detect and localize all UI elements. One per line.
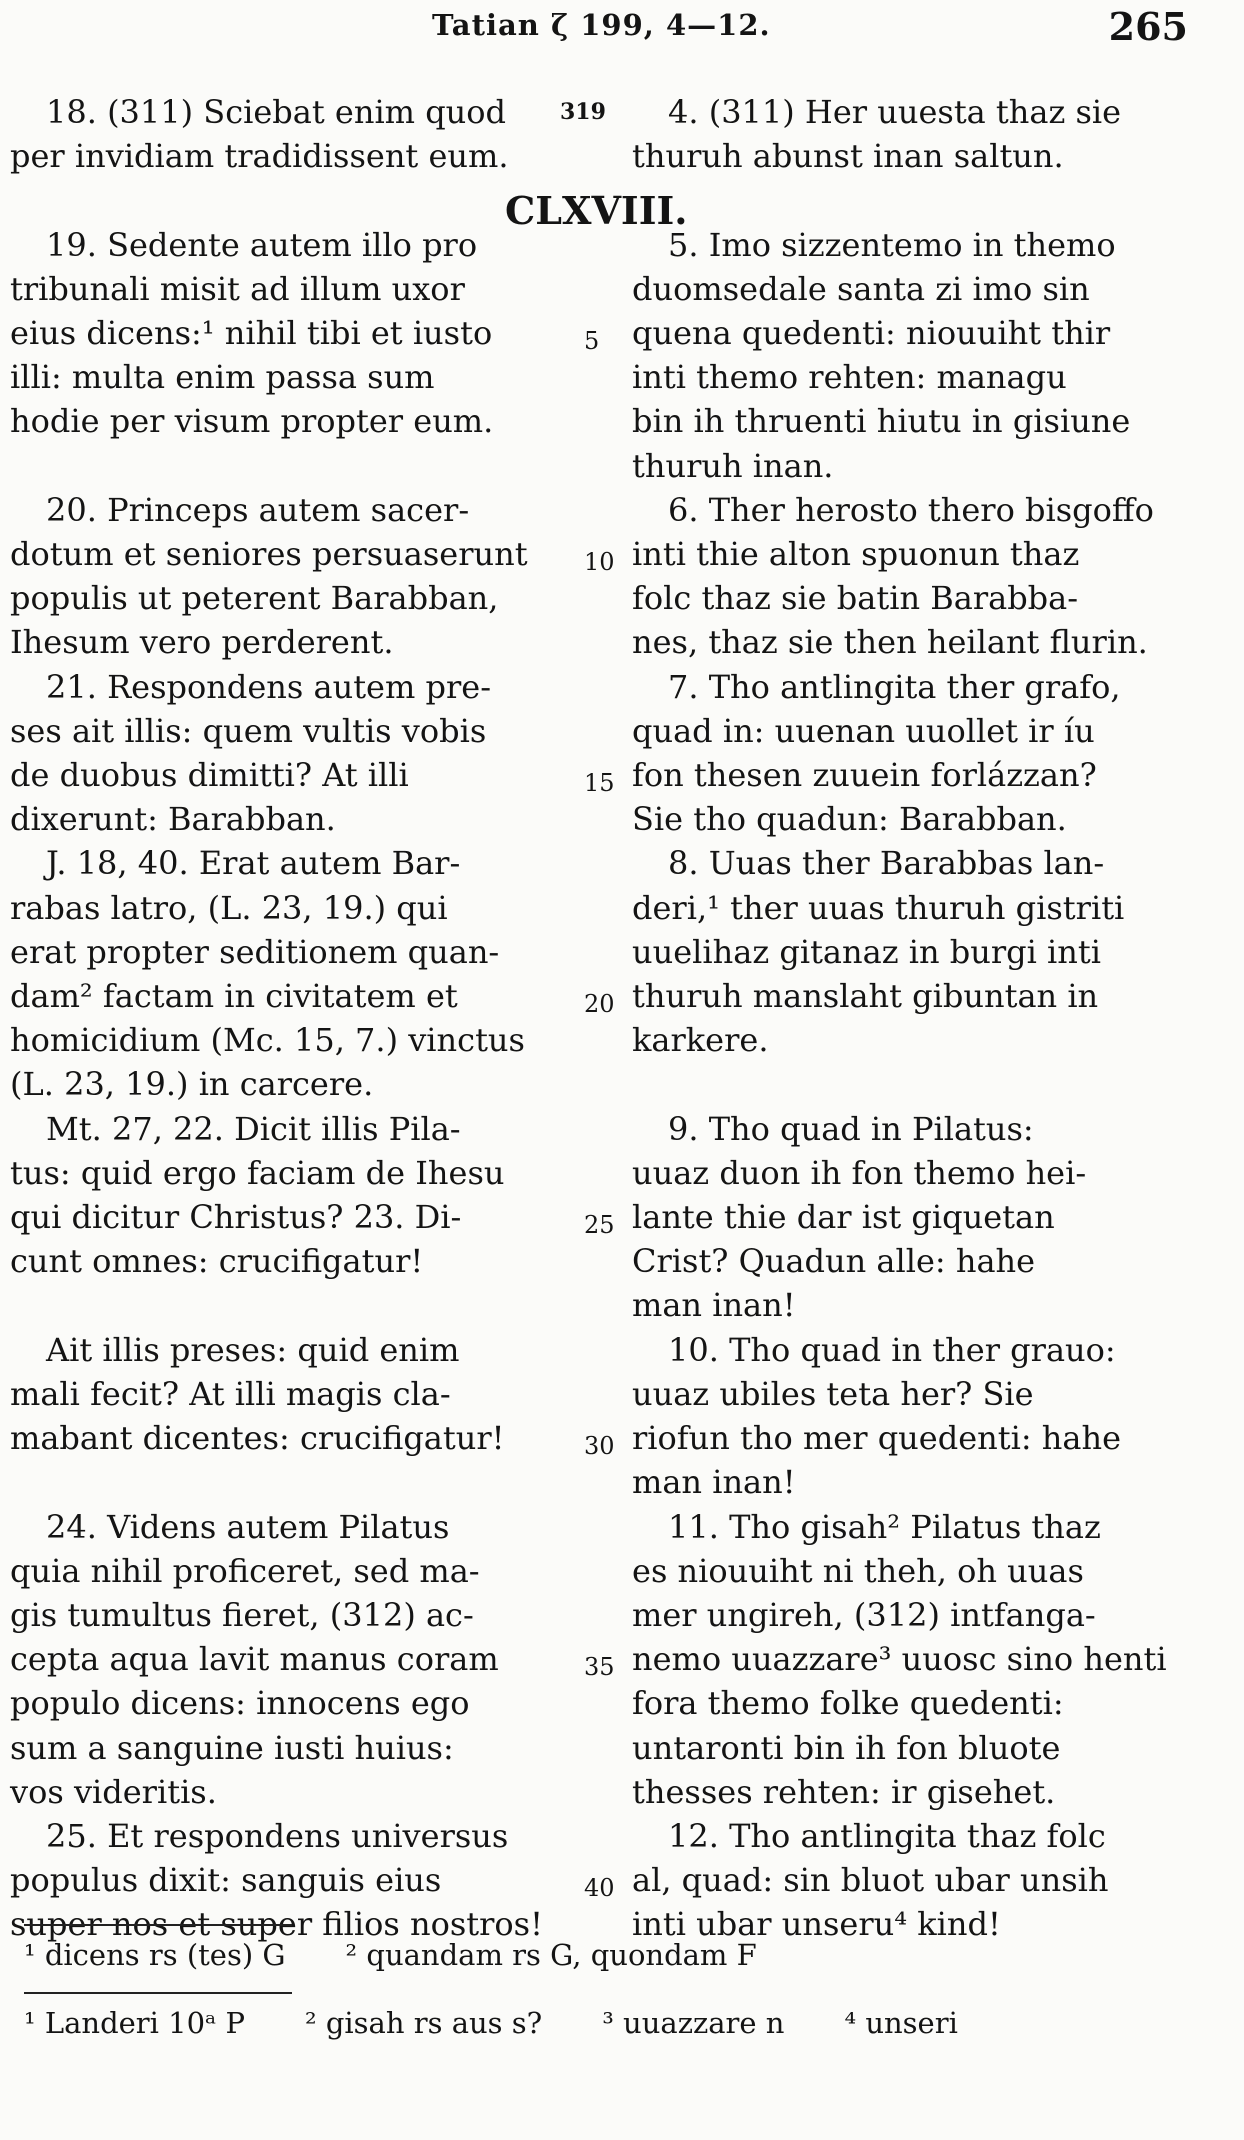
german-line: Crist? Quadun alle: hahe [632,1242,1036,1281]
german-line [632,178,1192,222]
latin-line: per invidiam tradidissent eum. [10,137,509,176]
german-line: duomsedale santa zi imo sin [632,269,1090,308]
german-line: 10. Tho quad in ther grauo: [668,1330,1116,1369]
latin-line: 18. (311) Sciebat enim quod [46,93,507,131]
latin-line: mali fecit? At illi magis cla- [10,1374,451,1413]
latin-line [10,1460,580,1504]
german-line: inti themo rehten: managu [632,358,1067,397]
latin-line: 25. Et respondens universus [46,1816,509,1855]
german-line: karkere. [632,1021,769,1060]
german-line: 6. Ther herosto thero bisgoffo [668,490,1154,529]
german-line: fora themo folke quedenti: [632,1684,1064,1723]
german-line: 7. Tho antlingita ther grafo, [668,667,1121,706]
latin-line: J. 18, 40. Erat autem Bar- [46,844,461,883]
german-line: 9. Tho quad in Pilatus: [668,1109,1034,1148]
latin-line: populo dicens: innocens ego [10,1684,470,1723]
german-line [632,1062,1192,1106]
german-line: nes, thaz sie then heilant flurin. [632,623,1148,662]
german-line: nemo uuazzare³ uuosc sino henti [632,1640,1167,1679]
german-line: 11. Tho gisah² Pilatus thaz [668,1507,1101,1546]
footnote: ² gisah rs aus s? [304,2006,543,2040]
latin-line: populus dixit: sanguis eius [10,1861,442,1900]
latin-line: Ihesum vero perderent. [10,623,394,662]
latin-line: sum a sanguine iusti huius: [10,1728,454,1767]
latin-line: qui dicitur Christus? 23. Di- [10,1198,462,1237]
footnote: ¹ dicens rs (tes) G [24,1938,286,1972]
old-high-german-column [632,90,1192,1947]
latin-line: mabant dicentes: crucifigatur! [10,1419,505,1458]
latin-line: dixerunt: Barabban. [10,800,336,839]
german-line: thuruh abunst inan saltun. [632,137,1064,176]
latin-line [10,444,580,488]
german-line: 12. Tho antlingita thaz folc [668,1816,1106,1855]
latin-line: quia nihil proficeret, sed ma- [10,1551,480,1590]
footnotes-german [24,2006,1204,2040]
running-title: Tatian ζ 199, 4—12. [432,8,771,42]
latin-line: populis ut peterent Barabban, [10,579,499,618]
german-line: inti thie alton spuonun thaz [632,535,1080,574]
footnote: ² quandam rs G, quondam F [345,1938,757,1972]
latin-line: dam² factam in civitatem et [10,977,458,1016]
latin-line: erat propter seditionem quan- [10,932,500,971]
german-line: thesses rehten: ir gisehet. [632,1772,1056,1811]
latin-line: dotum et seniores persuaserunt [10,535,528,574]
latin-line: gis tumultus fieret, (312) ac- [10,1595,474,1634]
german-line: deri,¹ ther uuas thuruh gistriti [632,888,1125,927]
chapter-heading: CLXVIII. [505,188,688,233]
line-number: 5 [584,327,600,355]
german-line: 4. (311) Her uuesta thaz sie [668,93,1122,131]
latin-column [10,90,580,1947]
german-line: mer ungireh, (312) intfanga- [632,1595,1096,1634]
german-line: thuruh manslaht gibuntan in [632,977,1099,1016]
german-line: man inan! [632,1286,796,1325]
latin-line: illi: multa enim passa sum [10,358,435,397]
german-line: 8. Uuas ther Barabbas lan- [668,844,1105,883]
latin-line [10,1283,580,1327]
latin-line: Mt. 27, 22. Dicit illis Pila- [46,1109,461,1148]
footnote: ¹ Landeri 10ᵃ P [24,2006,245,2040]
german-line: uuaz duon ih fon themo hei- [632,1153,1087,1192]
latin-line: homicidium (Mc. 15, 7.) vinctus [10,1021,525,1060]
page-header [0,4,1244,49]
footnote-rule-german [24,1992,292,1994]
latin-line: cepta aqua lavit manus coram [10,1640,499,1679]
footnote-rule-latin [24,1924,292,1926]
german-line: inti ubar unseru⁴ kind! [632,1905,1001,1944]
german-line: man inan! [632,1463,796,1502]
line-number: 40 [584,1874,615,1902]
line-number: 35 [584,1653,615,1681]
line-number: 10 [584,548,615,576]
german-line: quad in: uuenan uuollet ir íu [632,711,1095,750]
section-mark: 319 [560,99,606,125]
latin-line [10,178,580,222]
german-line: al, quad: sin bluot ubar unsih [632,1861,1109,1900]
german-line: 5. Imo sizzentemo in themo [668,225,1116,264]
footnote: ⁴ unseri [844,2006,958,2040]
latin-line: (L. 23, 19.) in carcere. [10,1065,374,1104]
latin-line: 19. Sedente autem illo pro [46,225,478,264]
line-number: 15 [584,769,615,797]
line-number: 30 [584,1432,615,1460]
latin-line: cunt omnes: crucifigatur! [10,1242,424,1281]
german-line: lante thie dar ist giquetan [632,1198,1055,1237]
german-line: quena quedenti: niouuiht thir [632,314,1111,353]
german-line: thuruh inan. [632,446,834,485]
latin-line: 20. Princeps autem sacer- [46,490,470,529]
latin-line: tribunali misit ad illum uxor [10,269,465,308]
line-number: 25 [584,1211,615,1239]
latin-line: ses ait illis: quem vultis vobis [10,711,487,750]
latin-line: tus: quid ergo faciam de Ihesu [10,1153,505,1192]
latin-line: Ait illis preses: quid enim [46,1330,460,1369]
page-number: 265 [1108,4,1188,49]
german-line: untaronti bin ih fon bluote [632,1728,1061,1767]
latin-line: rabas latro, (L. 23, 19.) qui [10,888,448,927]
german-line: uuaz ubiles teta her? Sie [632,1374,1034,1413]
german-line: bin ih thruenti hiutu in gisiune [632,402,1131,441]
latin-line: eius dicens:¹ nihil tibi et iusto [10,314,493,353]
latin-line: 21. Respondens autem pre- [46,667,492,706]
latin-line: de duobus dimitti? At illi [10,756,409,795]
latin-line: vos videritis. [10,1772,217,1811]
footnotes-latin [24,1938,1204,1972]
footnote: ³ uuazzare n [602,2006,785,2040]
latin-line: hodie per visum propter eum. [10,402,494,441]
latin-line: super nos et super filios nostros! [10,1905,543,1944]
german-line: es niouuiht ni theh, oh uuas [632,1551,1084,1590]
line-number: 20 [584,990,615,1018]
latin-line: 24. Videns autem Pilatus [46,1507,450,1546]
german-line: riofun tho mer quedenti: hahe [632,1419,1122,1458]
german-line: Sie tho quadun: Barabban. [632,800,1067,839]
german-line: folc thaz sie batin Barabba- [632,579,1079,618]
german-line: fon thesen zuuein forlázzan? [632,756,1097,795]
german-line: uuelihaz gitanaz in burgi inti [632,932,1101,971]
